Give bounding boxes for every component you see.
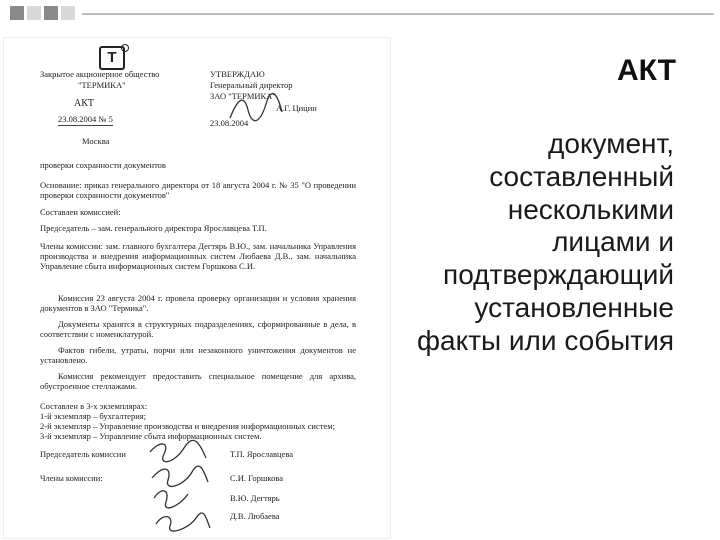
deco-square	[61, 6, 75, 20]
doc-paragraph: Документы хранятся в структурных подразделениях, сформированные в дела, в соответствии с номенклатурой.	[40, 319, 356, 339]
top-rule	[82, 13, 714, 15]
signer-name: В.Ю. Дегтярь	[230, 493, 280, 503]
decorative-squares	[10, 6, 75, 20]
definition-line: документ,	[548, 128, 674, 159]
approval-line-3: ЗАО "ТЕРМИКА"	[210, 91, 276, 101]
signer-name: Т.П. Ярославцева	[230, 449, 294, 459]
definition-line: составленный	[489, 160, 674, 192]
doc-paragraph: Фактов гибели, утраты, порчи или незаконного уничтожения документов не установлено.	[40, 345, 356, 365]
approval-line-2: Генеральный директор	[210, 80, 293, 90]
scanned-document	[4, 38, 390, 538]
copies-line: 2-й экземпляр – Управление производства и внедрения информационных систем;	[40, 421, 335, 431]
doc-paragraph: Комиссия рекомендует предоставить специальное помещение для архива, обустроенное стеллажами.	[40, 371, 356, 391]
commission-signatures	[144, 438, 216, 534]
slide-title: АКТ	[616, 54, 676, 87]
director-signature	[226, 90, 286, 126]
commission-chairman: Председатель – зам. генерального директора Ярославцева Т.П.	[40, 223, 267, 233]
approval-line-5: 23.08.2004	[210, 118, 249, 128]
commission-members: Члены комиссии: зам. главного бухгалтера Дегтярь В.Ю., зам. начальника Управления производства и внедрения информационных систем Любаева Д.В., зам. начальника Управление сбыта информационных систем Горшкова С.И.	[40, 241, 356, 271]
deco-square	[27, 6, 41, 20]
copies-line: 1-й экземпляр – бухгалтерия;	[40, 411, 147, 421]
org-line-1: Закрытое акционерное общество	[40, 69, 160, 79]
definition-line: лицами и	[552, 226, 674, 258]
doc-subject: проверки сохранности документов	[40, 160, 166, 170]
signer-name: С.И. Горшкова	[230, 473, 284, 483]
definition-line: факты или события	[417, 324, 674, 356]
doc-type: АКТ	[74, 98, 94, 109]
doc-date-number: 23.08.2004 № 5	[58, 114, 113, 124]
company-logo-icon: T	[99, 46, 125, 70]
commission-heading: Составлен комиссией:	[40, 207, 121, 217]
approval-line-4: А.Г. Цицин	[276, 103, 317, 113]
copies-line: 3-й экземпляр – Управление сбыта информационных систем.	[40, 431, 262, 441]
definition-text	[354, 128, 674, 357]
definition-line: установленные	[474, 291, 674, 323]
approval-line-1: УТВЕРЖДАЮ	[210, 69, 265, 79]
org-line-2: "ТЕРМИКА"	[78, 80, 126, 90]
doc-city: Москва	[82, 136, 110, 146]
copies-line: Составлен в 3-х экземплярах:	[40, 401, 148, 411]
chairman-label: Председатель комиссии	[40, 449, 126, 459]
signer-name: Д.В. Любаева	[230, 511, 280, 521]
deco-square	[44, 6, 58, 20]
definition-line: несколькими	[507, 193, 674, 225]
members-label: Члены комиссии:	[40, 473, 103, 483]
deco-square	[10, 6, 24, 20]
doc-basis: Основание: приказ генерального директора от 18 августа 2004 г. № 35 "О проведении проверки сохранности документов"	[40, 180, 356, 200]
doc-paragraph: Комиссия 23 августа 2004 г. провела проверку организации и условия хранения документов в ЗАО "Термика".	[40, 293, 356, 313]
definition-line: подтверждающий	[443, 259, 674, 290]
